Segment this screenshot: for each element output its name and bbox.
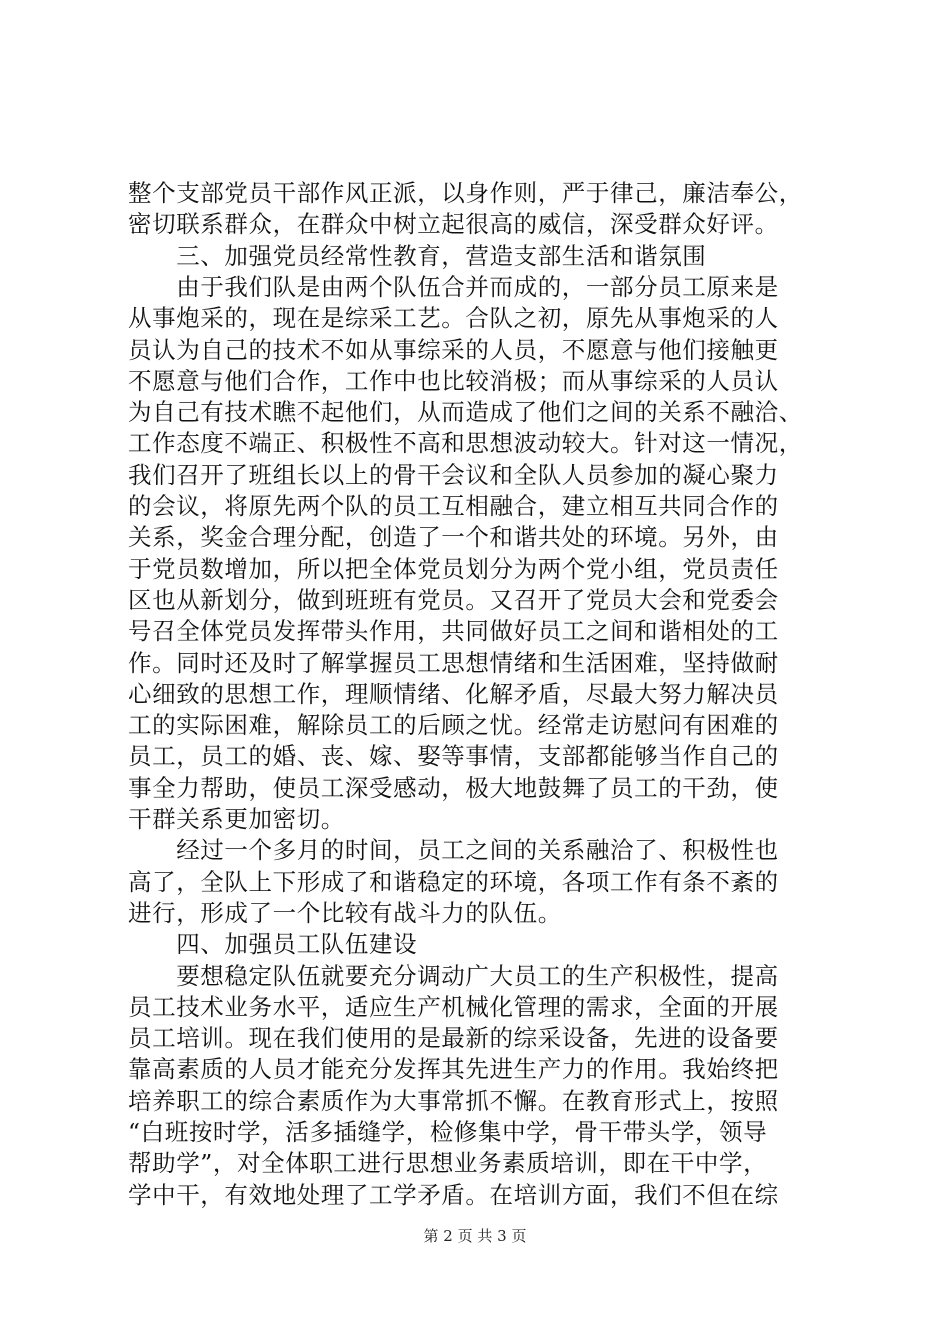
text-line: 学中干，有效地处理了工学矛盾。在培训方面，我们不但在综 [128, 1180, 779, 1209]
text-line: 员认为自己的技术不如从事综采的人员，不愿意与他们接触更 [128, 335, 779, 364]
text-line: 干群关系更加密切。 [128, 805, 345, 833]
text-line: 整个支部党员干部作风正派，以身作则，严于律己，廉洁奉公， [128, 179, 803, 207]
text-line: 进行，形成了一个比较有战斗力的队伍。 [128, 898, 562, 927]
page-footer: 第 2 页 共 3 页 [423, 1227, 527, 1245]
text-line: 关系，奖金合理分配，创造了一个和谐共处的环境。另外，由 [128, 523, 779, 552]
text-line: “白班按时学，活多插缝学，检修集中学，骨干带头学，领导 [128, 1118, 768, 1146]
text-line: 员工技术业务水平，适应生产机械化管理的需求，全面的开展 [128, 992, 779, 1021]
text-line: 的会议，将原先两个队的员工互相融合，建立相互共同合作的 [128, 492, 779, 520]
text-line: 员工培训。现在我们使用的是最新的综采设备，先进的设备要 [128, 1024, 779, 1053]
text-line: 为自己有技术瞧不起他们，从而造成了他们之间的关系不融洽、 [128, 398, 803, 427]
text-line: 培养职工的综合素质作为大事常抓不懈。在教育形式上，按照 [128, 1086, 779, 1115]
text-line: 不愿意与他们合作，工作中也比较消极；而从事综采的人员认 [128, 366, 779, 395]
text-line: 于党员数增加，所以把全体党员划分为两个党小组，党员责任 [128, 554, 779, 583]
text-line: 靠高素质的人员才能充分发挥其先进生产力的作用。我始终把 [128, 1055, 779, 1084]
text-line: 由于我们队是由两个队伍合并而成的，一部分员工原来是 [128, 272, 779, 301]
text-line: 工的实际困难，解除员工的后顾之忧。经常走访慰问有困难的 [128, 711, 779, 740]
text-line: 从事炮采的，现在是综采工艺。合队之初，原先从事炮采的人 [128, 304, 779, 333]
text-line: 密切联系群众，在群众中树立起很高的威信，深受群众好评。 [128, 210, 779, 239]
text-line: 心细致的思想工作，理顺情绪、化解矛盾，尽最大努力解决员 [128, 679, 779, 708]
text-line: 事全力帮助，使员工深受感动，极大地鼓舞了员工的干劲，使 [128, 773, 779, 802]
text-line: 高了，全队上下形成了和谐稳定的环境，各项工作有条不紊的 [128, 867, 779, 896]
text-line: 帮助学”，对全体职工进行思想业务素质培训，即在干中学， [128, 1149, 768, 1178]
text-line: 作。同时还及时了解掌握员工思想情绪和生活困难，坚持做耐 [128, 648, 779, 677]
text-line: 三、加强党员经常性教育，营造支部生活和谐氛围 [128, 241, 707, 270]
text-line: 四、加强员工队伍建设 [128, 930, 418, 959]
text-line: 区也从新划分，做到班班有党员。又召开了党员大会和党委会 [128, 585, 779, 614]
text-line: 经过一个多月的时间，员工之间的关系融洽了、积极性也 [128, 836, 779, 865]
text-line: 要想稳定队伍就要充分调动广大员工的生产积极性，提高 [128, 961, 779, 990]
text-line: 我们召开了班组长以上的骨干会议和全队人员参加的凝心聚力 [128, 460, 779, 489]
text-line: 员工，员工的婚、丧、嫁、娶等事情，支部都能够当作自己的 [128, 742, 779, 771]
text-line: 号召全体党员发挥带头作用，共同做好员工之间和谐相处的工 [128, 617, 779, 646]
text-line: 工作态度不端正、积极性不高和思想波动较大。针对这一情况， [128, 429, 803, 458]
